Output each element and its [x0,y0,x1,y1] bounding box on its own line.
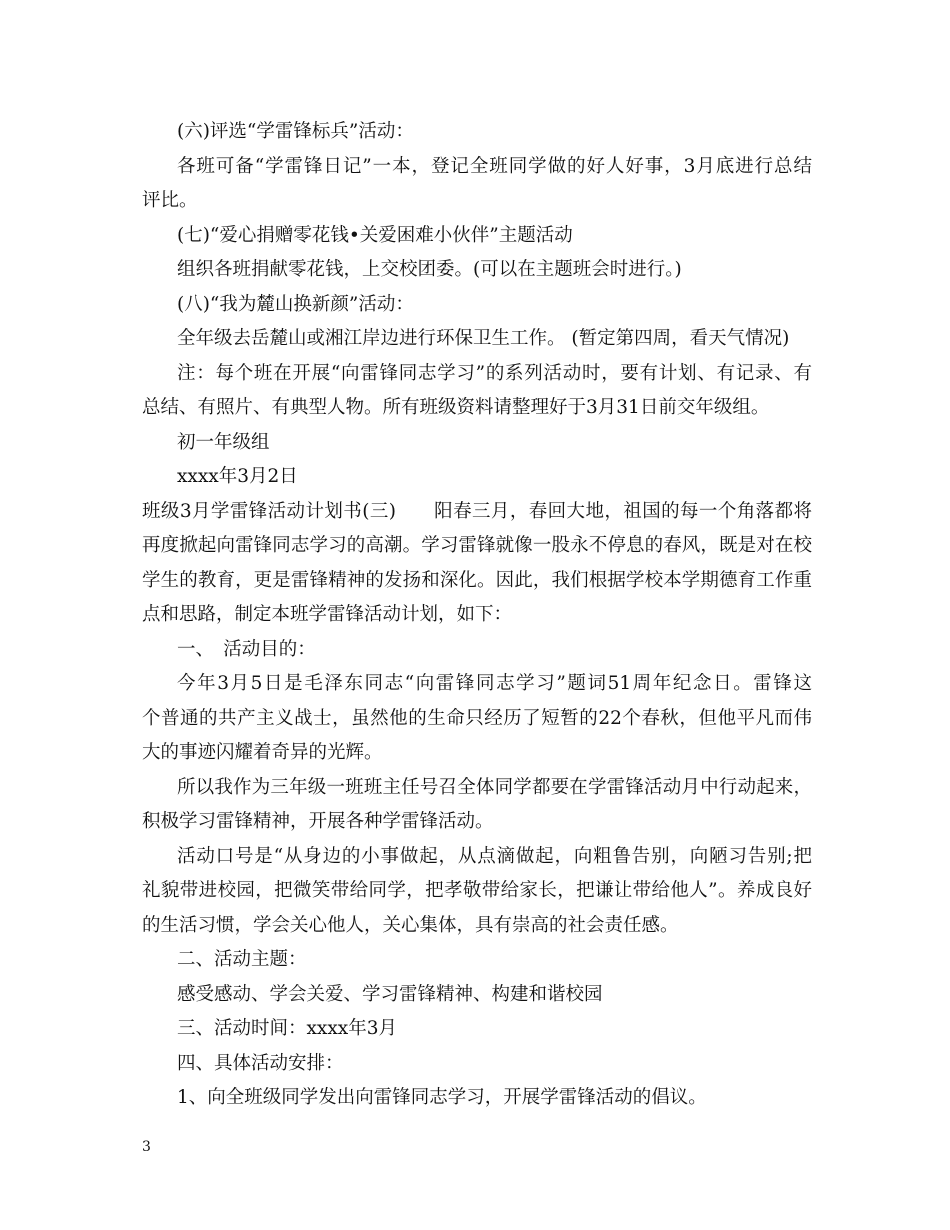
text-line: 总结、有照片、有典型人物。所有班级资料请整理好于3月31日前交年级组。 [142,397,770,418]
page-number: 3 [142,1139,151,1155]
text-line: 四、具体活动安排： [177,1052,344,1074]
text-line: 组织各班捐献零花钱，上交校团委。(可以在主题班会时进行。) [177,259,682,280]
text-line: (六)评选“学雷锋标兵”活动： [177,121,414,142]
text-line: 积极学习雷锋精神，开展各种学雷锋活动。 [142,811,494,832]
text-line: 一、 活动目的： [177,638,316,660]
text-line: 初一年级组 [177,431,270,453]
text-line: 1、向全班级同学发出向雷锋同志学习，开展学雷锋活动的倡议。 [177,1087,707,1108]
text-line: 点和思路，制定本班学雷锋活动计划，如下： [142,604,513,625]
text-line: xxxx年3月2日 [177,466,298,487]
text-line: 各班可备“学雷锋日记”一本，登记全班同学做的好人好事，3月底进行总结 [177,155,812,177]
text-line: 今年3月5日是毛泽东同志“向雷锋同志学习”题词51周年纪念日。雷锋这 [177,673,812,694]
text-line: 三、活动时间：xxxx年3月 [177,1018,398,1039]
document-body [142,115,812,1116]
text-line: 感受感动、学会关爱、学习雷锋精神、构建和谐校园 [177,983,603,1005]
text-line: 注：每个班在开展“向雷锋同志学习”的系列活动时，要有计划、有记录、有 [177,362,812,384]
text-line: 评比。 [142,190,198,211]
text-line: 的生活习惯，学会关心他人，关心集体，具有崇高的社会责任感。 [142,914,679,936]
text-line: 大的事迹闪耀着奇异的光辉。 [142,742,383,763]
text-line: 个普通的共产主义战士，虽然他的生命只经历了短暂的22个春秋，但他平凡而伟 [142,707,812,729]
text-line: 活动口号是“从身边的小事做起，从点滴做起，向粗鲁告别，向陋习告别;把 [177,845,812,867]
text-line: 所以我作为三年级一班班主任号召全体同学都要在学雷锋活动月中行动起来， [177,776,812,798]
text-line: 二、活动主题： [177,949,307,970]
text-line: (八)“我为麓山换新颜”活动： [177,293,414,315]
text-line: (七)“爱心捐赠零花钱•关爱困难小伙伴”主题活动 [177,224,573,246]
text-line: 班级3月学雷锋活动计划书(三) 阳春三月，春回大地，祖国的每一个角落都将 [142,500,812,522]
text-line: 学生的教育，更是雷锋精神的发扬和深化。因此，我们根据学校本学期德育工作重 [142,569,812,591]
text-line: 全年级去岳麓山或湘江岸边进行环保卫生工作。 (暂定第四周，看天气情况) [177,328,790,349]
text-line: 礼貌带进校园，把微笑带给同学，把孝敬带给家长，把谦让带给他人”。养成良好 [142,880,812,901]
text-line: 再度掀起向雷锋同志学习的高潮。学习雷锋就像一股永不停息的春风，既是对在校 [142,535,812,556]
